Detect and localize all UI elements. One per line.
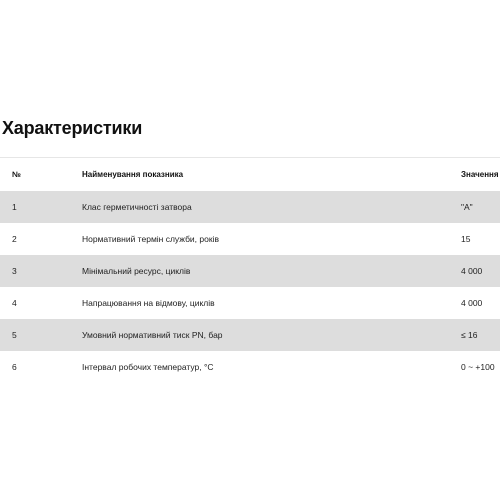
- row-name: Інтервал робочих температур, °С: [82, 362, 214, 372]
- row-name: Клас герметичності затвора: [82, 202, 192, 212]
- row-value: 4 000: [461, 266, 483, 276]
- row-value: 4 000: [461, 298, 483, 308]
- row-number: 5: [12, 330, 17, 340]
- table-row: [0, 351, 500, 383]
- table-header-row: [0, 157, 500, 191]
- row-number: 6: [12, 362, 17, 372]
- row-value: 0 ~ +100: [461, 362, 495, 372]
- row-name: Напрацювання на відмову, циклів: [82, 298, 215, 308]
- table-row: [0, 223, 500, 255]
- header-number: №: [12, 170, 21, 179]
- characteristics-table: [0, 157, 500, 383]
- section-title: Характеристики: [2, 118, 143, 138]
- row-value: ≤ 16: [461, 330, 478, 340]
- row-value: 15: [461, 234, 471, 244]
- table-row: [0, 319, 500, 351]
- row-name: Умовний нормативний тиск PN, бар: [82, 330, 223, 340]
- table-row: [0, 255, 500, 287]
- row-name: Нормативний термін служби, років: [82, 234, 219, 244]
- row-number: 1: [12, 202, 17, 212]
- row-number: 2: [12, 234, 17, 244]
- header-name: Найменування показника: [82, 170, 184, 179]
- row-number: 3: [12, 266, 17, 276]
- table-row: [0, 287, 500, 319]
- row-value: "А": [461, 202, 473, 212]
- header-value: Значення: [461, 170, 499, 179]
- row-number: 4: [12, 298, 17, 308]
- row-name: Мінімальний ресурс, циклів: [82, 266, 191, 276]
- table-row: [0, 191, 500, 223]
